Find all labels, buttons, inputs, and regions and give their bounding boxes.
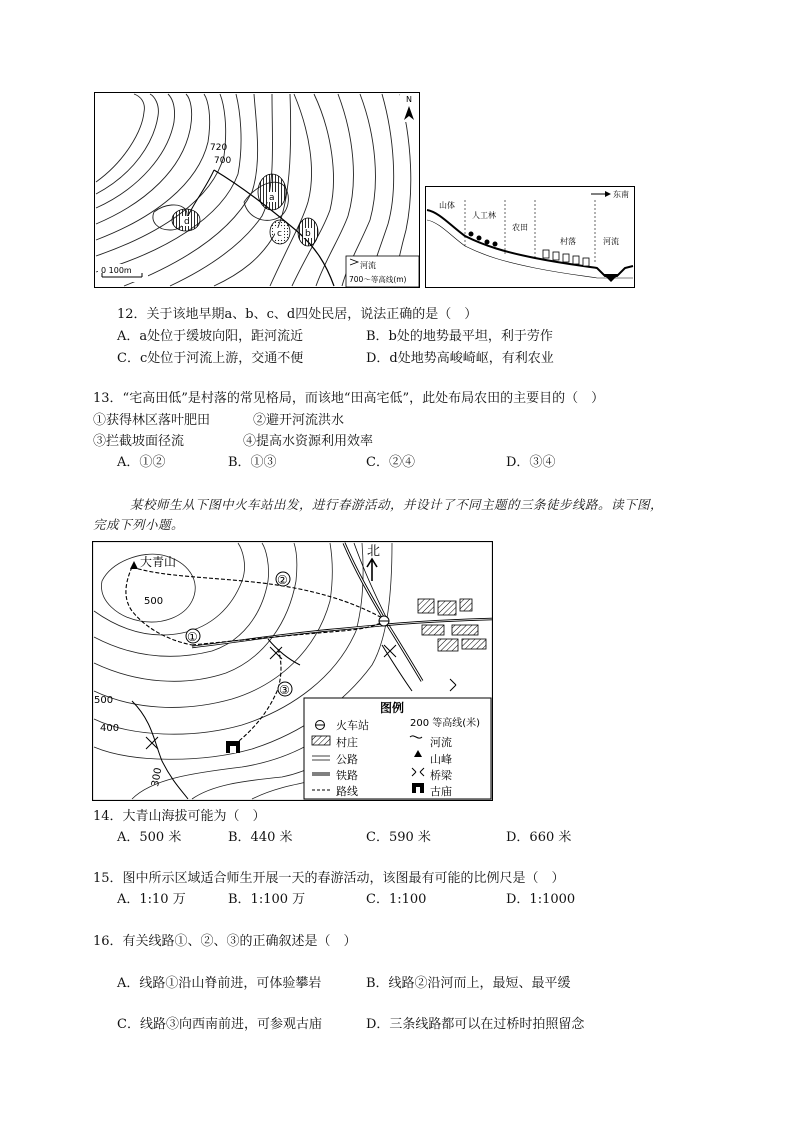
q16-option-c[interactable]: C．线路③向西南前进，可参观古庙 (117, 1017, 322, 1032)
route-marker-2: ② (277, 573, 288, 587)
contour-label-300: 300 (150, 766, 165, 788)
q13-statement-1: ①获得林区落叶肥田 (93, 413, 211, 428)
contour-label-500b: 500 (94, 695, 114, 706)
point-a: a (269, 193, 275, 203)
legend-temple: 古庙 (430, 785, 452, 798)
legend-station: 火车站 (336, 719, 369, 732)
q12-option-d[interactable]: D．d处地势高峻崎岖，有利农业 (366, 351, 554, 366)
profile-label-farmland: 农田 (512, 223, 528, 232)
q14-option-c[interactable]: C．590 米 (366, 830, 431, 845)
q15-option-d[interactable]: D．1:1000 (506, 892, 576, 907)
profile-diagram (425, 186, 635, 288)
mountain-name: 大青山 (140, 555, 177, 569)
q13-statement-2: ②避开河流洪水 (253, 413, 345, 428)
legend-contour: 200 等高线(米) (410, 718, 481, 729)
q13-option-b[interactable]: B．①③ (228, 455, 277, 470)
temple-icon (226, 741, 240, 753)
route-marker-1: ① (187, 630, 198, 644)
q16-stem: 16．有关线路①、②、③的正确叙述是（ ） (93, 934, 357, 949)
q13-statement-4: ④提高水资源利用效率 (243, 434, 374, 449)
intro-line-1: 某校师生从下图中火车站出发，进行春游活动，并设计了不同主题的三条徒步线路。读下图， (130, 497, 664, 512)
legend-river: 河流 (430, 736, 452, 749)
north-label-1: N (406, 95, 412, 104)
profile-label-river: 河流 (603, 237, 619, 246)
q15-option-b[interactable]: B．1:100 万 (228, 892, 306, 907)
legend-title: 图例 (380, 701, 405, 715)
q13-option-c[interactable]: C．②④ (366, 455, 415, 470)
legend-bridge: 桥梁 (430, 769, 452, 782)
q14-option-b[interactable]: B．440 米 (228, 830, 293, 845)
contour-map-1 (94, 92, 420, 288)
legend-contour: 700～等高线(m) (349, 275, 407, 284)
q12-stem: 12．关于该地早期a、b、c、d四处民居，说法正确的是（ ） (117, 307, 478, 322)
profile-label-forest: 人工林 (472, 211, 496, 220)
point-c: c (277, 229, 282, 239)
point-b: b (305, 229, 311, 239)
profile-label-mountain: 山体 (439, 201, 455, 210)
q12-option-b[interactable]: B．b处的地势最平坦，利于劳作 (366, 329, 553, 344)
direction-label: 东南 (613, 190, 629, 199)
q15-stem: 15．图中所示区域适合师生开展一天的春游活动，该图最有可能的比例尺是（ ） (93, 871, 565, 886)
q16-option-a[interactable]: A．线路①沿山脊前进，可体验攀岩 (117, 976, 322, 991)
q13-statement-3: ③拦截坡面径流 (93, 434, 185, 449)
contour-label-700: 700 (214, 156, 232, 166)
legend-railway: 铁路 (336, 769, 358, 782)
q13-stem: 13．“宅高田低”是村落的常见格局，而该地“田高宅低”，此处布局农田的主要目的（ ） (93, 391, 605, 406)
scale-label: 0 100m (101, 266, 132, 275)
north-label-2: 北 (367, 544, 381, 559)
hiking-map (92, 541, 493, 801)
route-marker-3: ③ (279, 683, 290, 697)
q15-option-a[interactable]: A．1:10 万 (117, 892, 186, 907)
q14-stem: 14．大青山海拔可能为（ ） (93, 809, 266, 824)
profile-label-village: 村落 (560, 237, 576, 246)
legend-route: 路线 (336, 785, 358, 798)
q13-option-d[interactable]: D．③④ (506, 455, 556, 470)
contour-label-500a: 500 (144, 596, 164, 607)
q14-option-a[interactable]: A．500 米 (117, 830, 182, 845)
map2-legend (304, 698, 491, 799)
q16-option-b[interactable]: B．线路②沿河而上，最短、最平缓 (366, 976, 571, 991)
q13-option-a[interactable]: A．①② (117, 455, 166, 470)
q14-option-d[interactable]: D．660 米 (506, 830, 572, 845)
q15-option-c[interactable]: C．1:100 (366, 892, 427, 907)
point-d: d (184, 217, 190, 227)
contour-label-400: 400 (100, 723, 120, 734)
legend-village: 村庄 (336, 736, 358, 749)
legend-peak: 山峰 (430, 753, 452, 766)
legend-highway: 公路 (336, 753, 358, 766)
q16-option-d[interactable]: D．三条线路都可以在过桥时拍照留念 (366, 1017, 585, 1032)
q12-option-a[interactable]: A．a处位于缓坡向阳，距河流近 (117, 329, 304, 344)
q12-option-c[interactable]: C．c处位于河流上游，交通不便 (117, 351, 304, 366)
intro-line-2: 完成下列小题。 (93, 517, 185, 532)
legend-river: 河流 (360, 261, 376, 270)
contour-label-720: 720 (210, 143, 228, 153)
